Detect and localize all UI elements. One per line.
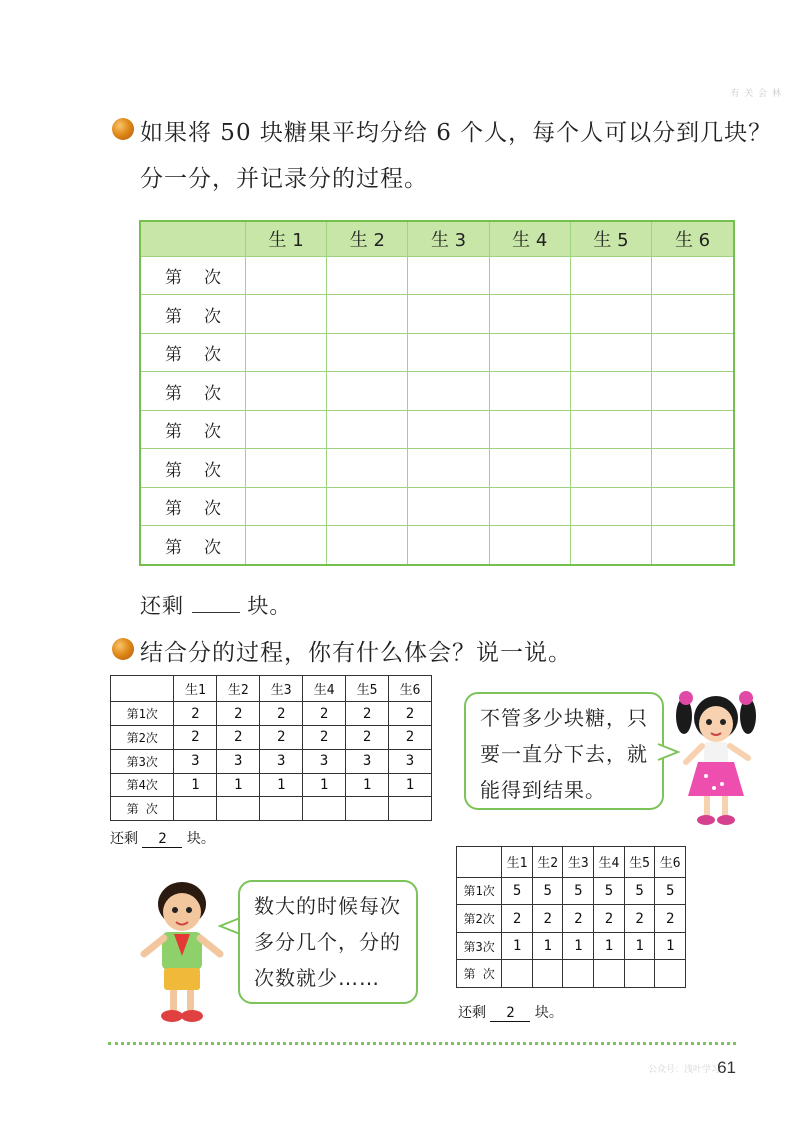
hand2-remain-suffix: 块。 bbox=[534, 1005, 563, 1021]
girl-illustration bbox=[668, 688, 764, 828]
hand1-remain-suffix: 块。 bbox=[186, 831, 215, 847]
hand-cell: 2 bbox=[260, 702, 303, 726]
hand-cell: 2 bbox=[217, 702, 260, 726]
hand1-remain bbox=[110, 828, 215, 848]
hand-cell: 3 bbox=[217, 749, 260, 773]
hand-cell bbox=[502, 960, 533, 988]
hand-row bbox=[111, 749, 432, 773]
hand-cell: 2 bbox=[532, 905, 563, 933]
hand-cell bbox=[563, 960, 594, 988]
table-cell[interactable] bbox=[570, 295, 651, 333]
hand-header-cell: 生1 bbox=[174, 676, 217, 702]
row-label: 第次 bbox=[140, 333, 246, 371]
handwritten-table-2 bbox=[456, 846, 686, 988]
hand-cell: 5 bbox=[594, 877, 625, 905]
bullet-icon bbox=[112, 118, 134, 140]
table-cell[interactable] bbox=[652, 449, 734, 487]
table-cell[interactable] bbox=[489, 295, 570, 333]
header-student-1: 生 1 bbox=[246, 221, 327, 257]
table-row bbox=[140, 372, 734, 410]
header-student-3: 生 3 bbox=[408, 221, 489, 257]
hand-cell: 2 bbox=[260, 726, 303, 750]
hand-cell bbox=[389, 797, 432, 821]
division-record-table bbox=[139, 220, 735, 566]
hand-header-cell: 生5 bbox=[346, 676, 389, 702]
table-cell[interactable] bbox=[570, 333, 651, 371]
table-row bbox=[140, 487, 734, 525]
hand-cell: 2 bbox=[594, 905, 625, 933]
bullet-icon bbox=[112, 638, 134, 660]
hand-cell: 2 bbox=[346, 702, 389, 726]
hand-cell: 1 bbox=[655, 932, 686, 960]
table-cell[interactable] bbox=[246, 487, 327, 525]
hand1-remain-prefix: 还剩 bbox=[110, 831, 138, 847]
hand-corner-cell bbox=[457, 847, 502, 878]
table-cell[interactable] bbox=[570, 372, 651, 410]
table-cell[interactable] bbox=[489, 257, 570, 295]
table-cell[interactable] bbox=[408, 333, 489, 371]
hand-cell: 3 bbox=[389, 749, 432, 773]
table-cell[interactable] bbox=[327, 410, 408, 448]
corner-mark: 有 关 会 林 bbox=[730, 89, 782, 99]
table-cell[interactable] bbox=[408, 295, 489, 333]
row-label: 第次 bbox=[140, 487, 246, 525]
hand-cell: 1 bbox=[217, 773, 260, 797]
hand-cell: 5 bbox=[624, 877, 655, 905]
hand-cell: 5 bbox=[655, 877, 686, 905]
table-cell[interactable] bbox=[570, 487, 651, 525]
header-student-6: 生 6 bbox=[652, 221, 734, 257]
hand-cell: 2 bbox=[217, 726, 260, 750]
hand-row bbox=[457, 960, 686, 988]
hand-header-cell: 生6 bbox=[655, 847, 686, 878]
table-cell[interactable] bbox=[408, 372, 489, 410]
page-number: 61 bbox=[717, 1058, 736, 1077]
watermark: 公众号：浅叶学习 bbox=[647, 1065, 720, 1075]
hand-cell: 3 bbox=[174, 749, 217, 773]
hand-header-cell: 生6 bbox=[389, 676, 432, 702]
hand-row-label: 第2次 bbox=[111, 726, 174, 750]
hand-cell bbox=[217, 797, 260, 821]
table-cell[interactable] bbox=[246, 449, 327, 487]
hand-row bbox=[111, 726, 432, 750]
question1-line1: 如果将 50 块糖果平均分给 6 个人，每个人可以分到几块？ bbox=[140, 120, 773, 146]
hand-cell: 2 bbox=[174, 726, 217, 750]
hand-cell: 2 bbox=[174, 702, 217, 726]
table-cell[interactable] bbox=[652, 295, 734, 333]
hand-corner-cell bbox=[111, 676, 174, 702]
hand-row-label: 第2次 bbox=[457, 905, 502, 933]
footer-dotted-rule bbox=[108, 1042, 736, 1045]
hand-cell: 5 bbox=[532, 877, 563, 905]
table-cell[interactable] bbox=[652, 526, 734, 565]
hand-row-label: 第1次 bbox=[457, 877, 502, 905]
boy-illustration bbox=[134, 876, 230, 1028]
hand-cell bbox=[532, 960, 563, 988]
table-cell[interactable] bbox=[327, 257, 408, 295]
table-cell[interactable] bbox=[408, 410, 489, 448]
table-header-row bbox=[140, 221, 734, 257]
table-cell[interactable] bbox=[652, 257, 734, 295]
table-row bbox=[140, 333, 734, 371]
header-student-2: 生 2 bbox=[327, 221, 408, 257]
hand-row-label: 第3次 bbox=[457, 932, 502, 960]
table-cell[interactable] bbox=[408, 257, 489, 295]
hand-cell bbox=[346, 797, 389, 821]
hand-cell: 2 bbox=[563, 905, 594, 933]
table-cell[interactable] bbox=[570, 526, 651, 565]
hand-header-row bbox=[111, 676, 432, 702]
hand-row-label: 第4次 bbox=[111, 773, 174, 797]
hand-cell bbox=[655, 960, 686, 988]
hand-cell: 1 bbox=[389, 773, 432, 797]
hand-row bbox=[457, 877, 686, 905]
table-cell[interactable] bbox=[246, 295, 327, 333]
hand-cell: 2 bbox=[389, 726, 432, 750]
hand-row bbox=[111, 797, 432, 821]
table-body bbox=[140, 257, 734, 566]
table-cell[interactable] bbox=[652, 487, 734, 525]
hand-cell: 1 bbox=[174, 773, 217, 797]
hand-cell: 3 bbox=[346, 749, 389, 773]
hand-cell: 3 bbox=[303, 749, 346, 773]
row-label: 第次 bbox=[140, 372, 246, 410]
header-student-4: 生 4 bbox=[489, 221, 570, 257]
hand-cell: 1 bbox=[594, 932, 625, 960]
hand-row bbox=[111, 702, 432, 726]
table-cell[interactable] bbox=[246, 372, 327, 410]
hand-header-cell: 生4 bbox=[303, 676, 346, 702]
hand-row-label: 第3次 bbox=[111, 749, 174, 773]
table-row bbox=[140, 449, 734, 487]
hand-cell: 2 bbox=[303, 702, 346, 726]
boy-bubble-line: 多分几个，分的 bbox=[254, 930, 401, 954]
table-cell[interactable] bbox=[652, 410, 734, 448]
table-cell[interactable] bbox=[246, 333, 327, 371]
hand-cell: 1 bbox=[502, 932, 533, 960]
hand-row-label: 第 次 bbox=[111, 797, 174, 821]
row-label: 第次 bbox=[140, 257, 246, 295]
hand-cell: 1 bbox=[346, 773, 389, 797]
hand-cell: 1 bbox=[563, 932, 594, 960]
girl-bubble-line: 能得到结果。 bbox=[480, 778, 606, 802]
girl-bubble-line: 要一直分下去，就 bbox=[480, 742, 648, 766]
table-cell[interactable] bbox=[570, 410, 651, 448]
table-cell[interactable] bbox=[489, 372, 570, 410]
table-cell[interactable] bbox=[652, 372, 734, 410]
table-cell[interactable] bbox=[327, 487, 408, 525]
hand-row-label: 第1次 bbox=[111, 702, 174, 726]
girl-speech-bubble bbox=[464, 692, 664, 810]
hand-cell: 2 bbox=[346, 726, 389, 750]
table-row bbox=[140, 295, 734, 333]
boy-bubble-line: 次数就少…… bbox=[254, 966, 380, 990]
hand-cell bbox=[303, 797, 346, 821]
table-cell[interactable] bbox=[327, 449, 408, 487]
hand-cell bbox=[594, 960, 625, 988]
hand-cell: 5 bbox=[563, 877, 594, 905]
table-cell[interactable] bbox=[327, 333, 408, 371]
table-row bbox=[140, 410, 734, 448]
table-cell[interactable] bbox=[327, 372, 408, 410]
table-row bbox=[140, 257, 734, 295]
hand-row bbox=[457, 905, 686, 933]
table-cell[interactable] bbox=[489, 487, 570, 525]
table-cell[interactable] bbox=[327, 295, 408, 333]
remain-line bbox=[140, 590, 291, 620]
header-student-5: 生 5 bbox=[570, 221, 651, 257]
hand-cell: 2 bbox=[655, 905, 686, 933]
table-cell[interactable] bbox=[570, 449, 651, 487]
hand-cell: 1 bbox=[303, 773, 346, 797]
hand-header-cell: 生3 bbox=[563, 847, 594, 878]
hand-cell: 2 bbox=[303, 726, 346, 750]
remain-suffix: 块。 bbox=[247, 594, 292, 618]
remain-blank[interactable] bbox=[192, 594, 240, 613]
hand-cell: 3 bbox=[260, 749, 303, 773]
table-cell[interactable] bbox=[408, 526, 489, 565]
hand2-remain-prefix: 还剩 bbox=[458, 1005, 486, 1021]
table-row bbox=[140, 526, 734, 565]
remain-prefix: 还剩 bbox=[140, 594, 184, 618]
hand2-remain bbox=[458, 1002, 563, 1022]
table-cell[interactable] bbox=[246, 526, 327, 565]
hand-cell: 1 bbox=[532, 932, 563, 960]
hand-cell bbox=[174, 797, 217, 821]
hand-cell: 1 bbox=[260, 773, 303, 797]
hand-cell: 2 bbox=[389, 702, 432, 726]
girl-bubble-line: 不管多少块糖，只 bbox=[480, 706, 648, 730]
hand-header-cell: 生4 bbox=[594, 847, 625, 878]
row-label: 第次 bbox=[140, 295, 246, 333]
hand-header-cell: 生2 bbox=[217, 676, 260, 702]
hand-header-cell: 生5 bbox=[624, 847, 655, 878]
hand-row bbox=[457, 932, 686, 960]
table-cell[interactable] bbox=[246, 410, 327, 448]
row-label: 第次 bbox=[140, 410, 246, 448]
boy-speech-bubble bbox=[238, 880, 418, 1004]
hand-header-cell: 生2 bbox=[532, 847, 563, 878]
table-cell[interactable] bbox=[408, 449, 489, 487]
table-cell[interactable] bbox=[246, 257, 327, 295]
table-cell[interactable] bbox=[489, 410, 570, 448]
hand-cell: 5 bbox=[502, 877, 533, 905]
hand2-remain-value: 2 bbox=[490, 1005, 530, 1022]
table-cell[interactable] bbox=[489, 449, 570, 487]
hand-header-cell: 生1 bbox=[502, 847, 533, 878]
hand1-remain-value: 2 bbox=[142, 831, 182, 848]
table-cell[interactable] bbox=[489, 526, 570, 565]
hand-cell: 2 bbox=[624, 905, 655, 933]
table-cell[interactable] bbox=[652, 333, 734, 371]
table-cell[interactable] bbox=[570, 257, 651, 295]
question1-line2: 分一分，并记录分的过程。 bbox=[140, 166, 428, 192]
hand-cell: 1 bbox=[624, 932, 655, 960]
question2-text: 结合分的过程，你有什么体会？说一说。 bbox=[140, 640, 572, 666]
hand-row-label: 第 次 bbox=[457, 960, 502, 988]
hand-cell bbox=[260, 797, 303, 821]
table-cell[interactable] bbox=[327, 526, 408, 565]
hand-cell bbox=[624, 960, 655, 988]
hand-row bbox=[111, 773, 432, 797]
boy-bubble-line: 数大的时候每次 bbox=[254, 894, 401, 918]
hand-cell: 2 bbox=[502, 905, 533, 933]
hand-header-cell: 生3 bbox=[260, 676, 303, 702]
row-label: 第次 bbox=[140, 449, 246, 487]
table-corner-cell bbox=[140, 221, 246, 257]
hand-header-row bbox=[457, 847, 686, 878]
table-cell[interactable] bbox=[408, 487, 489, 525]
table-cell[interactable] bbox=[489, 333, 570, 371]
row-label: 第次 bbox=[140, 526, 246, 565]
handwritten-table-1 bbox=[110, 675, 432, 821]
